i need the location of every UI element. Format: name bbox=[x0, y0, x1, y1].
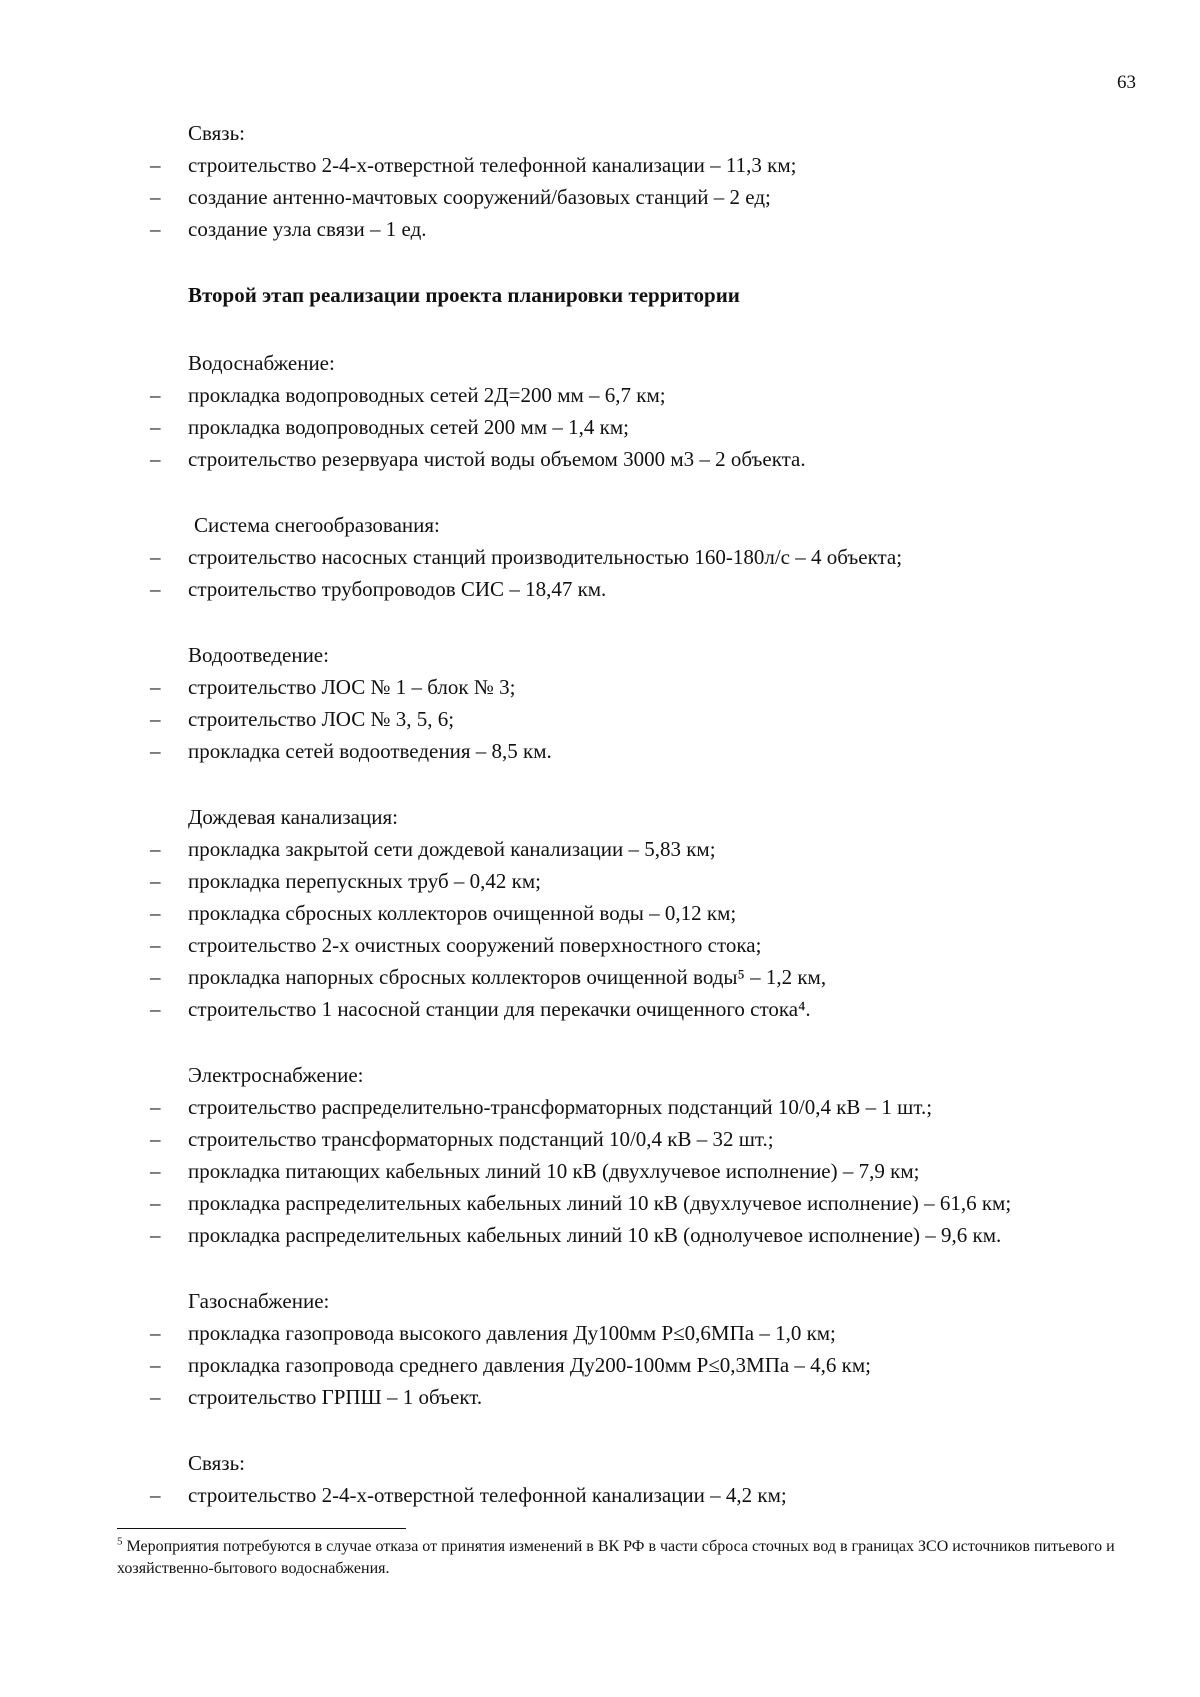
page-number: 63 bbox=[1117, 72, 1136, 93]
list-item bbox=[150, 962, 1150, 994]
list-dash: – bbox=[150, 901, 161, 925]
list-item-text: прокладка водопроводных сетей 200 мм – 1,4 км; bbox=[188, 415, 629, 439]
section bbox=[150, 348, 1150, 476]
list-item-text: прокладка сбросных коллекторов очищенной воды – 0,12 км; bbox=[188, 901, 737, 925]
section-heading: Связь: bbox=[188, 121, 246, 145]
list-dash: – bbox=[150, 185, 161, 209]
list-item bbox=[150, 1382, 1150, 1414]
section-heading: Система снегообразования: bbox=[194, 513, 440, 537]
bullet-list bbox=[150, 834, 1150, 1026]
list-item-text: строительство 2-4-х-отверстной телефонной канализации – 11,3 км; bbox=[188, 153, 797, 177]
list-item bbox=[150, 1156, 1150, 1188]
list-item-text: прокладка питающих кабельных линий 10 кВ (двухлучевое исполнение) – 7,9 км; bbox=[188, 1159, 920, 1183]
list-item-text: прокладка распределительных кабельных линий 10 кВ (двухлучевое исполнение) – 61,6 км; bbox=[188, 1191, 1012, 1215]
footnote-text: Мероприятия потребуются в случае отказа от принятия изменений в ВК РФ в части сброса сточных вод в границах ЗСО источников питьевого и хозяйственно-бытового водоснабжения. bbox=[117, 1538, 1115, 1577]
list-item bbox=[150, 542, 1150, 574]
section bbox=[150, 510, 1150, 606]
list-dash: – bbox=[150, 965, 161, 989]
list-dash: – bbox=[150, 1159, 161, 1183]
list-item bbox=[150, 412, 1150, 444]
list-item-text: прокладка сетей водоотведения – 8,5 км. bbox=[188, 739, 552, 763]
list-dash: – bbox=[150, 869, 161, 893]
list-dash: – bbox=[150, 415, 161, 439]
footnote bbox=[117, 1536, 1147, 1580]
list-dash: – bbox=[150, 577, 161, 601]
footnote-mark: 5 bbox=[117, 1535, 123, 1548]
list-item-text: прокладка распределительных кабельных линий 10 кВ (однолучевое исполнение) – 9,6 км. bbox=[188, 1223, 1002, 1247]
section-heading: Электроснабжение: bbox=[188, 1063, 364, 1087]
list-item bbox=[150, 704, 1150, 736]
list-dash: – bbox=[150, 153, 161, 177]
list-item-text: создание антенно-мачтовых сооружений/базовых станций – 2 ед; bbox=[188, 185, 771, 209]
list-dash: – bbox=[150, 1483, 161, 1507]
list-item bbox=[150, 1092, 1150, 1124]
list-item bbox=[150, 898, 1150, 930]
list-item-text: строительство резервуара чистой воды объемом 3000 м3 – 2 объекта. bbox=[188, 447, 806, 471]
bullet-list bbox=[150, 380, 1150, 476]
list-dash: – bbox=[150, 1191, 161, 1215]
stage-title: Второй этап реализации проекта планировки территории bbox=[188, 283, 740, 307]
section bbox=[150, 640, 1150, 768]
sections-before bbox=[150, 118, 1150, 246]
list-dash: – bbox=[150, 447, 161, 471]
list-dash: – bbox=[150, 997, 161, 1021]
list-item-text: прокладка водопроводных сетей 2Д=200 мм – 6,7 км; bbox=[188, 383, 666, 407]
list-dash: – bbox=[150, 217, 161, 241]
list-dash: – bbox=[150, 545, 161, 569]
list-item bbox=[150, 574, 1150, 606]
bullet-list bbox=[150, 150, 1150, 246]
list-item bbox=[150, 1124, 1150, 1156]
list-dash: – bbox=[150, 1385, 161, 1409]
list-item-text: прокладка напорных сбросных коллекторов очищенной воды⁵ – 1,2 км, bbox=[188, 965, 827, 989]
list-dash: – bbox=[150, 1223, 161, 1247]
list-item bbox=[150, 182, 1150, 214]
list-item bbox=[150, 672, 1150, 704]
list-item bbox=[150, 380, 1150, 412]
list-dash: – bbox=[150, 1095, 161, 1119]
list-item bbox=[150, 994, 1150, 1026]
list-item-text: прокладка газопровода среднего давления Ду200-100мм Р≤0,3МПа – 4,6 км; bbox=[188, 1353, 872, 1377]
list-item-text: строительство 2-х очистных сооружений поверхностного стока; bbox=[188, 933, 762, 957]
list-item bbox=[150, 150, 1150, 182]
list-item bbox=[150, 1480, 1150, 1512]
sections bbox=[150, 348, 1150, 1512]
list-dash: – bbox=[150, 707, 161, 731]
list-dash: – bbox=[150, 837, 161, 861]
list-item bbox=[150, 1188, 1150, 1220]
footnote-divider bbox=[117, 1528, 406, 1529]
document-body bbox=[150, 118, 1150, 1546]
list-item-text: строительство насосных станций производительностью 160-180л/с – 4 объекта; bbox=[188, 545, 903, 569]
section bbox=[150, 1448, 1150, 1512]
list-dash: – bbox=[150, 383, 161, 407]
list-item-text: создание узла связи – 1 ед. bbox=[188, 217, 427, 241]
section bbox=[150, 1060, 1150, 1252]
bullet-list bbox=[150, 1092, 1150, 1252]
list-dash: – bbox=[150, 1353, 161, 1377]
section-heading: Водоотведение: bbox=[188, 643, 329, 667]
bullet-list bbox=[150, 672, 1150, 768]
section bbox=[150, 802, 1150, 1026]
list-item-text: строительство ГРПШ – 1 объект. bbox=[188, 1385, 483, 1409]
list-item-text: строительство ЛОС № 1 – блок № 3; bbox=[188, 675, 516, 699]
section bbox=[150, 118, 1150, 246]
list-item bbox=[150, 736, 1150, 768]
list-item-text: строительство ЛОС № 3, 5, 6; bbox=[188, 707, 455, 731]
list-item bbox=[150, 834, 1150, 866]
list-item-text: строительство распределительно-трансформаторных подстанций 10/0,4 кВ – 1 шт.; bbox=[188, 1095, 933, 1119]
section-heading: Газоснабжение: bbox=[188, 1289, 330, 1313]
list-item-text: прокладка перепускных труб – 0,42 км; bbox=[188, 869, 542, 893]
list-item bbox=[150, 930, 1150, 962]
bullet-list bbox=[150, 1318, 1150, 1414]
bullet-list bbox=[150, 1480, 1150, 1512]
bullet-list bbox=[150, 542, 1150, 606]
section-heading: Связь: bbox=[188, 1451, 246, 1475]
list-item bbox=[150, 866, 1150, 898]
list-item bbox=[150, 214, 1150, 246]
list-dash: – bbox=[150, 739, 161, 763]
list-dash: – bbox=[150, 675, 161, 699]
list-item-text: прокладка закрытой сети дождевой канализации – 5,83 км; bbox=[188, 837, 716, 861]
list-item-text: прокладка газопровода высокого давления Ду100мм Р≤0,6МПа – 1,0 км; bbox=[188, 1321, 836, 1345]
list-item bbox=[150, 1220, 1150, 1252]
section bbox=[150, 1286, 1150, 1414]
list-dash: – bbox=[150, 1127, 161, 1151]
list-item-text: строительство 2-4-х-отверстной телефонной канализации – 4,2 км; bbox=[188, 1483, 787, 1507]
list-dash: – bbox=[150, 1321, 161, 1345]
section-heading: Дождевая канализация: bbox=[188, 805, 398, 829]
list-item-text: строительство 1 насосной станции для перекачки очищенного стока⁴. bbox=[188, 997, 811, 1021]
list-item-text: строительство трубопроводов СИС – 18,47 км. bbox=[188, 577, 607, 601]
list-item bbox=[150, 1318, 1150, 1350]
list-dash: – bbox=[150, 933, 161, 957]
section-heading: Водоснабжение: bbox=[188, 351, 335, 375]
list-item bbox=[150, 1350, 1150, 1382]
list-item-text: строительство трансформаторных подстанций 10/0,4 кВ – 32 шт.; bbox=[188, 1127, 774, 1151]
list-item bbox=[150, 444, 1150, 476]
